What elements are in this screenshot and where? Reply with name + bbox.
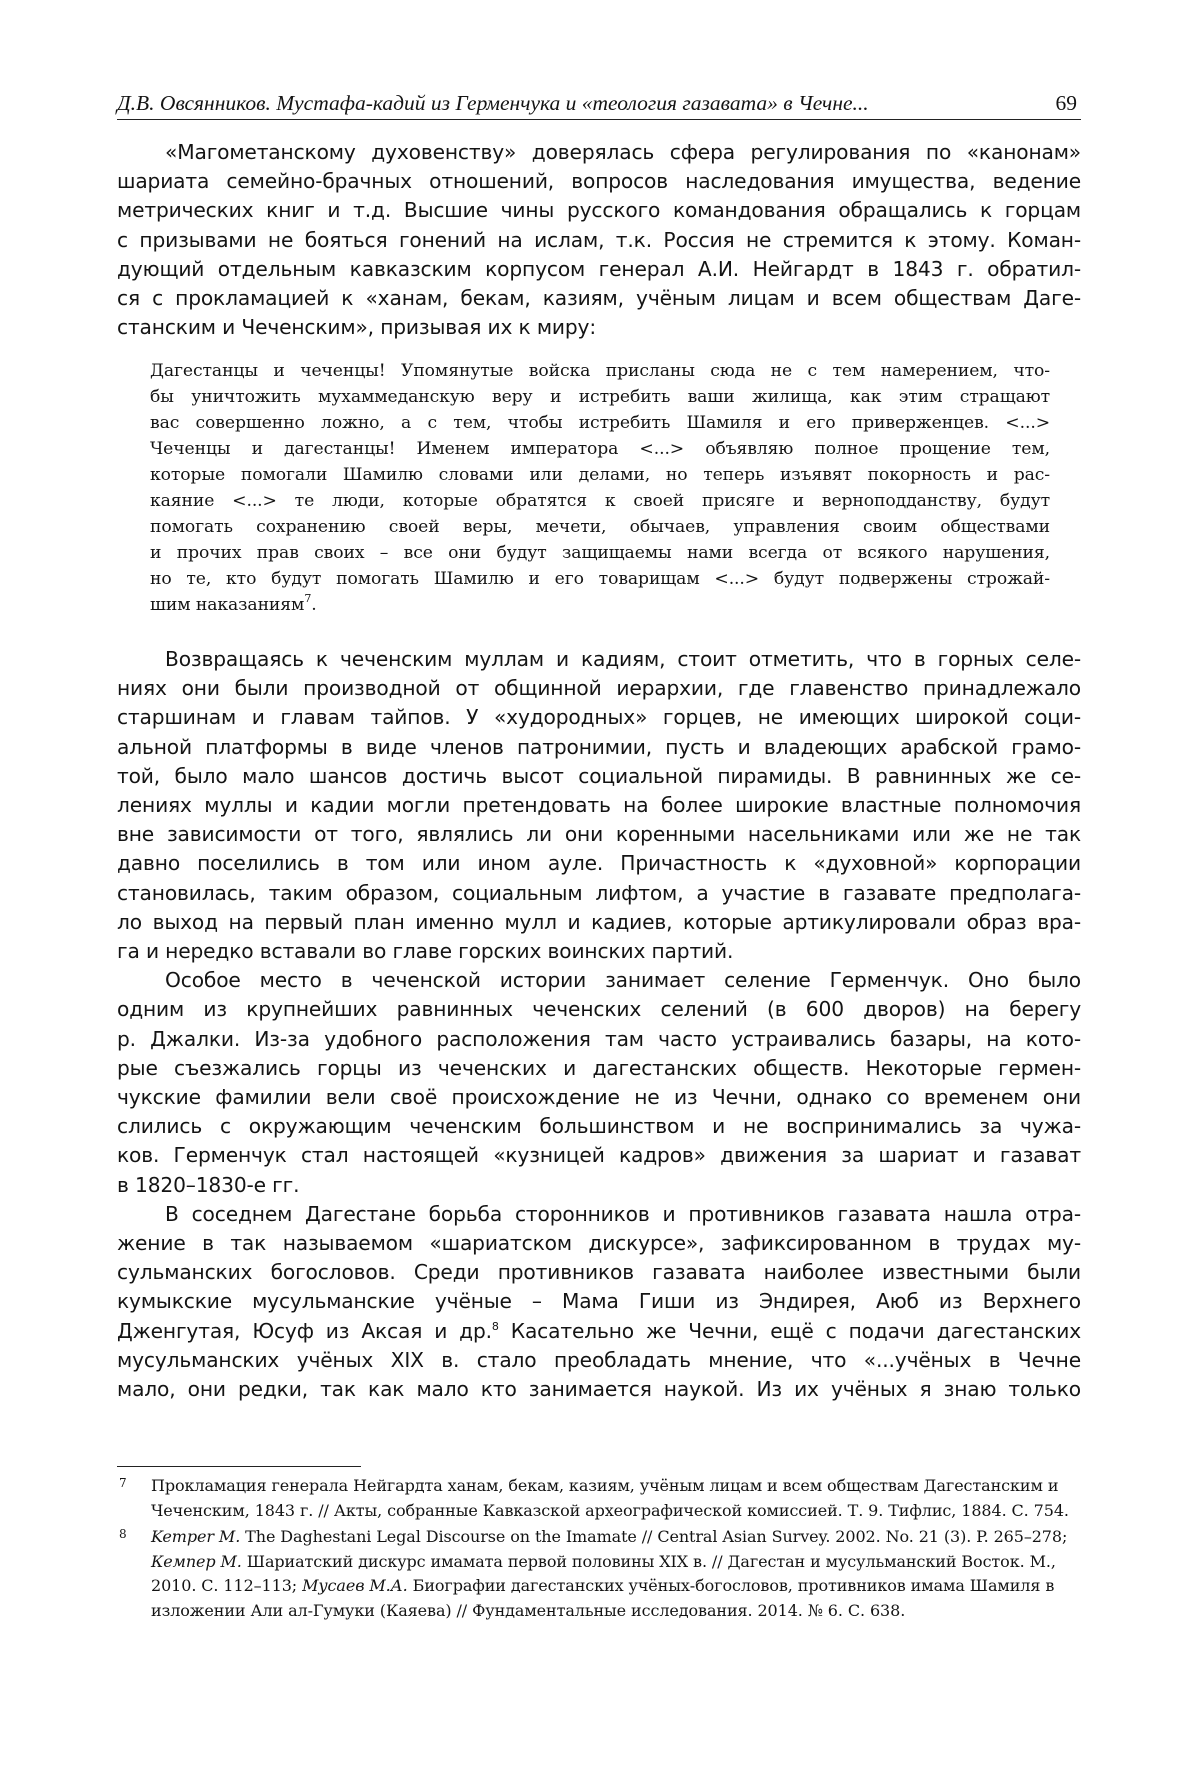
- footnote-divider: [117, 1466, 361, 1467]
- text-line: рые съезжались горцы из чеченских и дагестанских обществ. Некоторые гермен-: [117, 1055, 1081, 1080]
- footnote-number: 7: [119, 1476, 127, 1490]
- block-quote: [150, 358, 1050, 618]
- text-line: р. Джалки. Из-за удобного расположения там часто устраивались базары, на кото-: [117, 1026, 1081, 1051]
- text-line: кумыкские мусульманские учёные – Мама Гиши из Эндирея, Аюб из Верхнего: [117, 1289, 1081, 1314]
- author-name: Кемпер М.: [151, 1551, 242, 1571]
- text-fragment: Дженгутая, Юсуф из Аксая и др.: [117, 1318, 492, 1343]
- author-name: Мусаев М.А.: [302, 1576, 408, 1596]
- quote-last-text: шим наказаниям: [150, 595, 305, 615]
- quote-line: [150, 592, 1050, 618]
- footnote-ref-7[interactable]: 7: [304, 592, 312, 605]
- citation-text: Биографии дагестанских учёных-богословов, противников имама Шамиля в изложении Али ал-Гумуки (Каяева) // Фундаментальные исследования. 2014. № 6. С. 638.: [151, 1576, 1055, 1620]
- text-line: старшинам и главам тайпов. У «худородных» горцев, не имеющих широкой соци-: [117, 705, 1081, 730]
- citation-text: Шариатский дискурс имамата первой половины XIX в. // Дагестан и мусульманский Восток. М., 2010. С. 112–113;: [151, 1551, 1056, 1596]
- text-line: мало, они редки, так как мало кто занимается наукой. Из их учёных я знаю только: [117, 1377, 1081, 1402]
- text-line: альной платформы в виде членов патронимии, пусть и владеющих арабской грамо-: [117, 734, 1081, 759]
- text-line: давно поселились в том или ином ауле. Причастность к «духовной» корпорации: [117, 851, 1081, 876]
- quote-line: бы уничтожить мухаммеданскую веру и истребить ваши жилища, как этим стращают: [150, 387, 1050, 407]
- text-line: становилась, таким образом, социальным лифтом, а участие в газавате предполага-: [117, 880, 1081, 905]
- text-line: ся с прокламацией к «ханам, бекам, казиям, учёным лицам и всем обществам Даге-: [117, 286, 1081, 311]
- text-line: вне зависимости от того, являлись ли они коренными насельниками или же не так: [117, 822, 1081, 847]
- footnote-text: [151, 1527, 1067, 1620]
- text-fragment: Касательно же Чечни, ещё с подачи дагестанских: [498, 1318, 1081, 1343]
- footnote-8: [117, 1525, 1081, 1623]
- running-title: Д.В. Овсянников. Мустафа-кадий из Герменчука и «теология газавата» в Чечне...: [117, 91, 869, 115]
- text-line: ков. Герменчук стал настоящей «кузницей кадров» движения за шариат и газават: [117, 1143, 1081, 1168]
- quote-line: помогать сохранению своей веры, мечети, обычаев, управления своим обществами: [150, 517, 1050, 537]
- text-line: станским и Чеченским», призывая их к миру:: [117, 315, 596, 340]
- footnote-ref-8[interactable]: 8: [491, 1319, 499, 1333]
- text-line: в 1820–1830-е гг.: [117, 1172, 300, 1197]
- paragraph-1: [117, 138, 1081, 342]
- text-line: метрических книг и т.д. Высшие чины русского командования обращались к горцам: [117, 198, 1081, 223]
- text-line: шариата семейно-брачных отношений, вопросов наследования имущества, ведение: [117, 169, 1081, 194]
- author-name: Kemper M.: [151, 1527, 241, 1547]
- text-line: дующий отдельным кавказским корпусом генерал А.И. Нейгардт в 1843 г. обратил-: [117, 256, 1081, 281]
- text-line: чукские фамилии вели своё происхождение не из Чечни, однако со временем они: [117, 1085, 1081, 1110]
- footnote-text: Прокламация генерала Нейгардта ханам, бекам, казиям, учёным лицам и всем обществам Дагестанским и Чеченским, 1843 г. // Акты, собранные Кавказской археографической комиссией. Т. 9. Тифлис, 1884. С. 754.: [151, 1476, 1069, 1520]
- quote-last-period: .: [311, 595, 317, 615]
- text-line: жение в так называемом «шариатском дискурсе», зафиксированном в трудах му-: [117, 1231, 1081, 1256]
- quote-line: которые помогали Шамилю словами или делами, но теперь изъявят покорность и рас-: [150, 465, 1050, 485]
- footnote-7: [117, 1474, 1081, 1523]
- quote-line: вас совершенно ложно, а с тем, чтобы истребить Шамиля и его приверженцев. <...>: [150, 413, 1050, 433]
- quote-line: и прочих прав своих – все они будут защищаемы нами всегда от всякого нарушения,: [150, 543, 1050, 563]
- quote-line: каяние <...> те люди, которые обратятся к своей присяге и верноподданству, будут: [150, 491, 1050, 511]
- text-line: «Магометанскому духовенству» доверялась сфера регулирования по «канонам»: [165, 140, 1081, 164]
- quote-line: Дагестанцы и чеченцы! Упомянутые войска присланы сюда не с тем намерением, что-: [150, 361, 1050, 381]
- text-line: Возвращаясь к чеченским муллам и кадиям, стоит отметить, что в горных селе-: [165, 647, 1081, 671]
- text-line: с призывами не бояться гонений на ислам, т.к. Россия не стремится к этому. Коман-: [117, 227, 1081, 252]
- footnotes: [117, 1474, 1081, 1626]
- text-line: лениях муллы и кадии могли претендовать на более широкие властные полномочия: [117, 793, 1081, 818]
- citation-text: The Daghestani Legal Discourse on the Imamate // Central Asian Survey. 2002. No. 21 (3). P. 265–278;: [240, 1527, 1068, 1547]
- text-line: В соседнем Дагестане борьба сторонников и противников газавата нашла отра-: [165, 1201, 1081, 1226]
- text-line: ниях они были производной от общинной иерархии, где главенство принадлежало: [117, 676, 1081, 701]
- page-number: 69: [1055, 91, 1077, 115]
- text-line: той, было мало шансов достичь высот социальной пирамиды. В равнинных же се-: [117, 763, 1081, 788]
- text-line: мусульманских учёных XIX в. стало преобладать мнение, что «...учёных в Чечне: [117, 1347, 1081, 1372]
- quote-line: но те, кто будут помогать Шамилю и его товарищам <...> будут подвержены строжай-: [150, 569, 1050, 589]
- text-line: ло выход на первый план именно мулл и кадиев, которые артикулировали образ вра-: [117, 909, 1081, 934]
- body-continued: [117, 645, 1081, 1404]
- text-line: [117, 1317, 1081, 1346]
- footnote-number: 8: [119, 1527, 127, 1542]
- text-line: сульманских богословов. Среди противников газавата наиболее известными были: [117, 1260, 1081, 1285]
- text-line: слились с окружающим чеченским большинством и не воспринимались за чужа-: [117, 1114, 1081, 1139]
- text-line: Особое место в чеченской истории занимает селение Герменчук. Оно было: [165, 968, 1081, 993]
- text-line: одним из крупнейших равнинных чеченских селений (в 600 дворов) на берегу: [117, 997, 1081, 1022]
- text-line: га и нередко вставали во главе горских воинских партий.: [117, 939, 734, 964]
- running-header: [117, 88, 1081, 120]
- quote-line: Чеченцы и дагестанцы! Именем императора <...> объявляю полное прощение тем,: [150, 439, 1050, 459]
